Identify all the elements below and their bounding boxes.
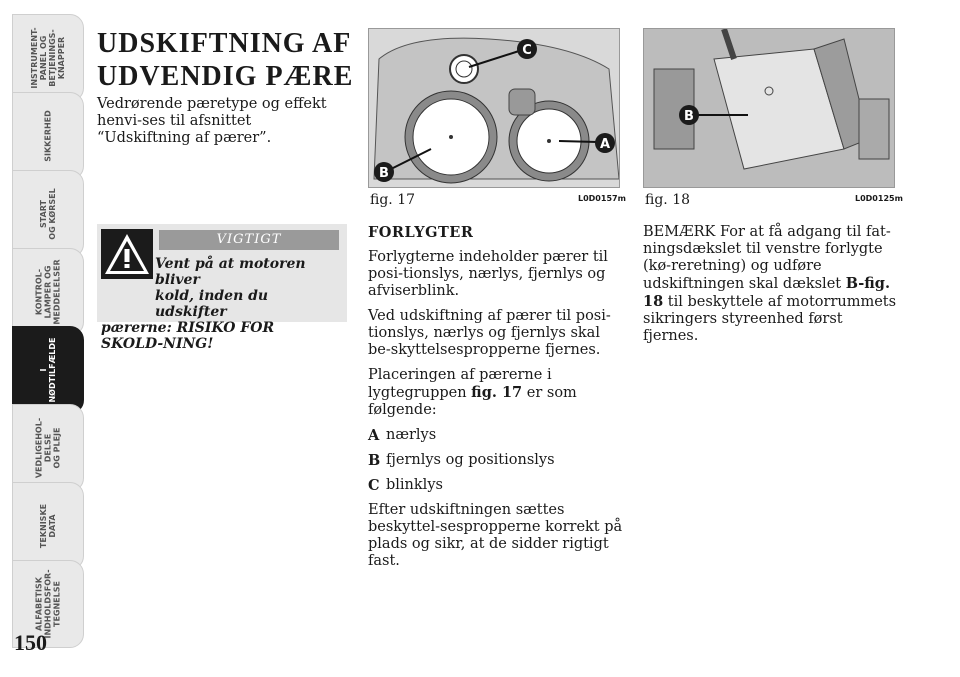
- note-text-end: til beskyttele af motorrummets sikringers styreenhed først fjernes.: [643, 294, 897, 344]
- fig18-code: L0D0125m: [855, 194, 903, 203]
- tab-label: INSTRUMENT- PANEL OG BETJENINGS- KNAPPER: [30, 27, 66, 89]
- tab-kontrollamper[interactable]: [12, 248, 84, 336]
- intro-paragraph: Vedrørende pæretype og effekt henvi-ses til afsnittet “Udskiftning af pærer”.: [97, 96, 327, 146]
- fig17-code: L0D0157m: [578, 194, 626, 203]
- item-text: fjernlys og positionslys: [386, 452, 555, 468]
- paragraph-2: Ved udskiftning af pærer til posi-tionslys, nærlys og fjernlys skal be-skyttelsespropperne fjernes.: [368, 308, 611, 358]
- tab-sikkerhed[interactable]: [12, 92, 84, 180]
- tab-start[interactable]: [12, 170, 84, 258]
- tab-label: SIKKERHED: [43, 110, 53, 162]
- page-title: [97, 27, 353, 93]
- tab-instrumentpanel[interactable]: [12, 14, 84, 102]
- item-key: A: [368, 427, 380, 444]
- item-key: C: [368, 477, 380, 494]
- fig18-label-b: B: [684, 109, 694, 124]
- engine-bay-illustration: [644, 29, 895, 188]
- fig17-label-c: C: [522, 43, 532, 58]
- tab-label: KONTROL- LAMPER OG MEDDELELSER: [34, 259, 62, 325]
- fig17-label-a: A: [599, 137, 611, 152]
- figure-17-headlight: [368, 28, 620, 188]
- warning-badge: VIGTIGT: [159, 230, 339, 250]
- paragraph-4: Efter udskiftningen sættes beskyttel-sespropperne korrekt på plads og sikr, at de sidder rigtigt fast.: [368, 502, 623, 569]
- list-item: [368, 427, 623, 444]
- list-item: [368, 477, 623, 494]
- section-heading: FORLYGTER: [368, 224, 474, 241]
- headlight-illustration: [369, 29, 620, 188]
- paragraph-1: Forlygterne indeholder pærer til posi-tionslys, nærlys, fjernlys og afviserblink.: [368, 249, 608, 299]
- warning-box: [97, 224, 347, 352]
- fig18-caption: fig. 18: [645, 192, 691, 208]
- tab-label: I NØDTILFÆLDE: [39, 337, 57, 403]
- tab-vedligeholdelse[interactable]: [12, 404, 84, 492]
- warning-line-1: Vent på at motoren bliver: [155, 256, 306, 288]
- warning-text: [101, 256, 341, 352]
- fig17-label-b: B: [379, 166, 389, 181]
- tab-label: VEDLIGEHOL- DELSE OG PLEJE: [34, 417, 62, 479]
- warning-line-2: kold, inden du udskifter: [155, 288, 269, 320]
- list-item: [368, 452, 623, 469]
- title-line-2: UDVENDIG PÆRE: [97, 61, 354, 92]
- title-line-1: UDSKIFTNING AF: [97, 28, 352, 59]
- note-text: BEMÆRK For at få adgang til fat-ningsdækslet til venstre forlygte (kø-reretning) og udføre udskiftningen skal dækslet: [643, 224, 891, 292]
- tab-tekniske-data[interactable]: [12, 482, 84, 570]
- headlights-section: [368, 224, 623, 578]
- figure-18-engine-bay: [643, 28, 895, 188]
- note-paragraph: [643, 224, 898, 345]
- tab-label: START OG KØRSEL: [39, 188, 57, 240]
- tab-label: ALFABETISK INDHOLDSFOR- TEGNELSE: [34, 569, 62, 639]
- fig-reference: fig. 17: [471, 384, 523, 401]
- page-number: 150: [14, 630, 47, 655]
- tab-label: TEKNISKE DATA: [39, 503, 57, 549]
- fig-reference: B-fig. 18: [643, 275, 890, 310]
- chapter-sidebar: [0, 0, 82, 677]
- fig17-caption: fig. 17: [370, 192, 416, 208]
- paragraph-3-text: Placeringen af pærerne i lygtegruppen: [368, 367, 552, 401]
- item-text: blinklys: [386, 477, 443, 493]
- item-text: nærlys: [386, 427, 437, 443]
- warning-line-rest: pærerne: RISIKO FOR SKOLD-NING!: [101, 320, 275, 352]
- item-key: B: [368, 452, 381, 469]
- note-section: [643, 224, 898, 345]
- paragraph-3-text-end: er som følgende:: [368, 385, 577, 418]
- paragraph-3: [368, 367, 623, 419]
- tab-noedtilfaelde[interactable]: [12, 326, 84, 414]
